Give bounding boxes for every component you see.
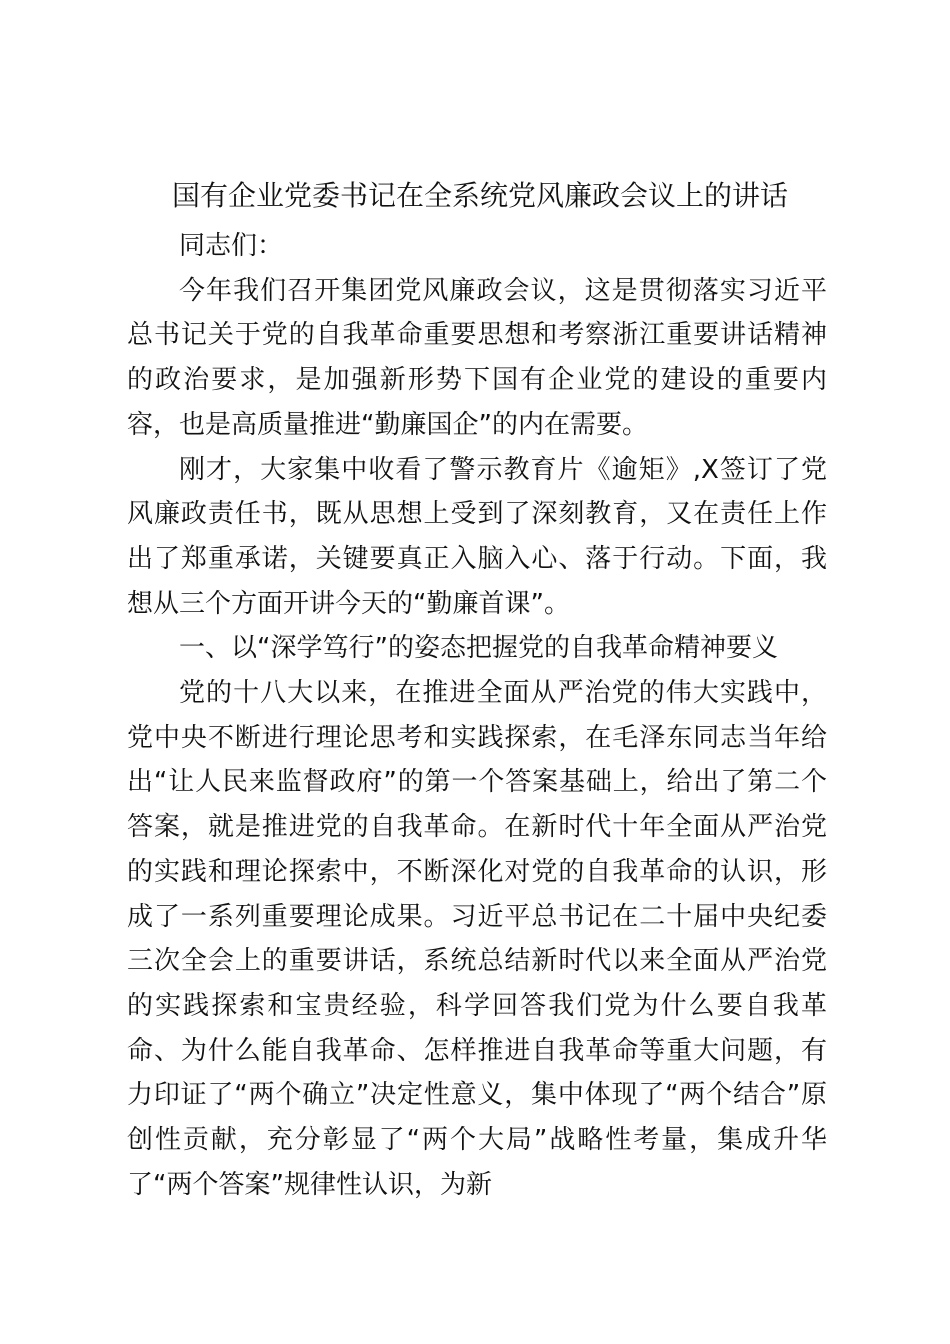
body-paragraph: 刚才，大家集中收看了警示教育片《逾矩》,X签订了党风廉政责任书，既从思想上受到了深刻教育，又在责任上作出了郑重承诺，关键要真正入脑入心、落于行动。下面，我想从三个方面开讲今天的“勤廉首课”。 [127, 454, 827, 619]
section-heading: 一、以“深学笃行”的姿态把握党的自我革命精神要义 [179, 633, 778, 664]
body-paragraph: 党的十八大以来，在推进全面从严治党的伟大实践中，党中央不断进行理论思考和实践探索，在毛泽东同志当年给出“让人民来监督政府”的第一个答案基础上，给出了第二个答案，就是推进党的自我革命。在新时代十年全面从严治党的实践和理论探索中，不断深化对党的自我革命的认识，形成了一系列重要理论成果。习近平总书记在二十届中央纪委三次全会上的重要讲话，系统总结新时代以来全面从严治党的实践探索和宝贵经验，科学回答我们党为什么要自我革命、为什么能自我革命、怎样推进自我革命等重大问题，有力印证了“两个确立”决定性意义，集中体现了“两个结合”原创性贡献，充分彰显了“两个大局”战略性考量，集成升华了“两个答案”规律性认识，为新 [127, 678, 827, 1200]
document-title: 国有企业党委书记在全系统党风廉政会议上的讲话 [171, 179, 788, 212]
document-body [127, 224, 827, 1207]
salutation: 同志们： [179, 231, 284, 261]
body-paragraph: 今年我们召开集团党风廉政会议，这是贯彻落实习近平总书记关于党的自我革命重要思想和考察浙江重要讲话精神的政治要求，是加强新形势下国有企业党的建设的重要内容，也是高质量推进“勤廉国企”的内在需要。 [127, 275, 827, 440]
